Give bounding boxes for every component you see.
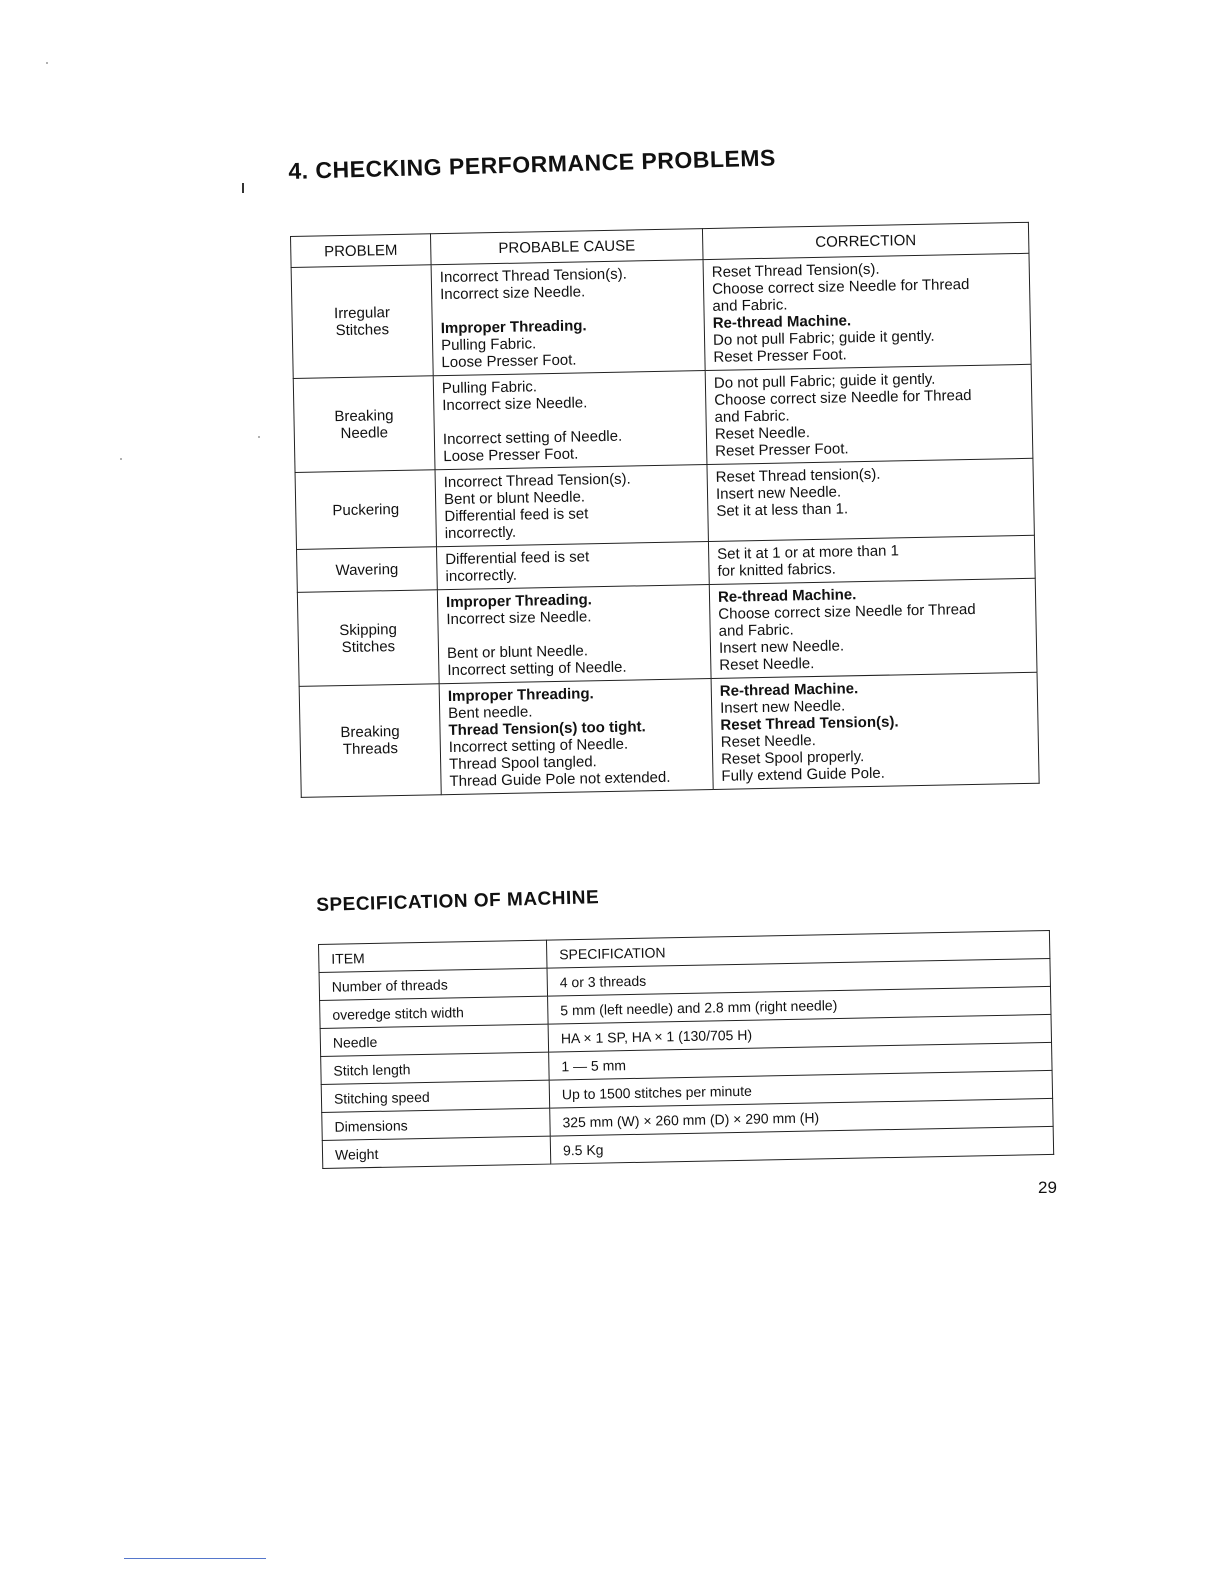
cause-cell [433,371,707,470]
problem-cell [297,590,439,687]
spec-item: Number of threads [319,968,547,1000]
correction-line: Choose correct size Needle for Thread [718,600,976,623]
correction-line: Do not pull Fabric; guide it gently. [713,370,936,392]
correction-line: Fully extend Guide Pole. [721,764,886,785]
margin-mark [242,183,244,193]
scan-speck [120,458,122,460]
cause-line: Incorrect setting of Needle. [448,735,629,757]
correction-line: Reset Thread Tension(s). [711,260,880,281]
cause-cell [439,678,713,794]
spec-rows [319,958,1054,1168]
spec-value: 9.5 Kg [550,1126,1053,1164]
spec-value: 1 — 5 mm [549,1042,1052,1080]
cause-line: Incorrect size Needle. [446,608,592,629]
problem-label: Wavering [335,560,399,579]
spec-value: Up to 1500 stitches per minute [549,1070,1052,1108]
correction-cell [709,578,1037,678]
correction-line: Reset Presser Foot. [713,346,847,366]
correction-line: Choose correct size Needle for Thread [714,386,972,409]
spec-title: SPECIFICATION OF MACHINE [316,887,600,916]
problem-label: Skipping [339,620,397,639]
cause-line: Bent or blunt Needle. [443,488,586,509]
header-item: ITEM [319,940,547,972]
problem-label: Stitches [335,321,390,340]
correction-cell [707,458,1034,541]
cause-line: Pulling Fabric. [440,335,537,355]
correction-cell [705,364,1033,464]
cause-line: Thread Guide Pole not extended. [449,768,671,791]
correction-line: Reset Thread tension(s). [715,465,881,486]
correction-line: Reset Needle. [719,655,815,674]
problem-label: Needle [340,423,389,442]
spec-value: 325 mm (W) × 260 mm (D) × 290 mm (H) [550,1098,1053,1136]
header-probable-cause: PROBABLE CAUSE [430,229,703,265]
correction-line: Choose correct size Needle for Thread [711,275,970,298]
problem-cell [293,376,435,473]
problem-cell [295,470,436,550]
specification-table [318,930,1054,1169]
correction-line: and Fabric. [712,296,788,315]
problem-label: Threads [342,740,399,759]
correction-line: Reset Needle. [714,424,811,443]
correction-line: Re-thread Machine. [712,312,852,332]
spec-item: Needle [320,1024,548,1056]
cause-line: Bent needle. [448,703,533,723]
correction-cell [711,672,1039,789]
correction-line: Reset Thread Tension(s). [720,713,899,734]
page-number: 29 [1038,1178,1057,1197]
correction-line: Set it at less than 1. [716,500,849,520]
table-row [291,253,1031,378]
cause-line: Bent or blunt Needle. [446,642,589,663]
spec-value: 4 or 3 threads [547,958,1050,996]
header-correction: CORRECTION [702,222,1029,259]
problem-label: Stitches [341,637,396,656]
cause-line: incorrectly. [444,523,517,543]
problem-cell [299,684,441,798]
correction-line: Do not pull Fabric; guide it gently. [712,327,935,349]
cause-cell [436,542,709,590]
correction-cell [708,535,1035,584]
cause-line: Improper Threading. [445,591,593,612]
troubleshooting-table-wrap [290,222,1040,798]
correction-line: Re-thread Machine. [719,680,859,700]
spec-item: Stitch length [321,1052,549,1084]
spec-item: Weight [322,1136,550,1168]
table-row [295,458,1034,549]
spec-item: overedge stitch width [320,996,548,1028]
page-title: 4. CHECKING PERFORMANCE PROBLEMS [288,144,777,184]
cause-line: Incorrect Thread Tension(s). [439,265,627,287]
header-problem: PROBLEM [291,234,432,268]
cause-line: Differential feed is set [444,505,589,526]
scan-speck [46,62,48,64]
correction-line: and Fabric. [718,621,794,640]
correction-line: for knitted fabrics. [717,560,837,580]
problem-label: Breaking [340,722,400,742]
problem-label: Puckering [332,500,400,519]
cause-line: Incorrect size Needle. [439,283,586,304]
troubleshooting-rows [291,253,1039,797]
spec-value: 5 mm (left needle) and 2.8 mm (right needle) [548,986,1051,1024]
correction-cell [703,253,1031,370]
correction-line: Insert new Needle. [719,697,846,717]
problem-label: Breaking [334,406,394,425]
troubleshooting-table [290,222,1040,798]
correction-line: Reset Needle. [720,731,817,751]
cause-line: Incorrect setting of Needle. [447,658,627,680]
correction-line: Reset Presser Foot. [715,440,849,460]
spec-value: HA × 1 SP, HA × 1 (130/705 H) [548,1014,1051,1052]
cause-line: Improper Threading. [447,685,594,706]
cause-line: Incorrect setting of Needle. [442,427,623,449]
correction-line: Set it at 1 or at more than 1 [717,542,900,563]
cause-line: incorrectly. [445,566,518,586]
spec-item: Stitching speed [321,1080,549,1112]
table-row [297,578,1037,686]
cause-line: Thread Tension(s) too tight. [448,718,646,740]
scan-speck [258,436,260,438]
cause-line: Differential feed is set [445,548,590,569]
footer-rule [124,1558,266,1559]
correction-line: Insert new Needle. [715,483,842,503]
cause-line: Incorrect size Needle. [442,394,588,415]
spec-table-wrap [318,930,1054,1169]
table-row [293,364,1033,472]
cause-line: Loose Presser Foot. [441,351,577,372]
cause-line: Pulling Fabric. [441,378,538,398]
spec-item: Dimensions [322,1108,550,1140]
correction-line: Re-thread Machine. [717,586,857,606]
correction-line: Reset Spool properly. [720,748,865,768]
table-row [299,672,1039,797]
header-specification: SPECIFICATION [546,930,1049,968]
cause-cell [431,260,705,376]
correction-line: and Fabric. [714,407,790,426]
cause-cell [437,585,711,684]
problem-cell [297,547,438,593]
cause-line: Loose Presser Foot. [443,445,579,466]
cause-line: Incorrect Thread Tension(s). [443,470,631,492]
cause-line: Improper Threading. [440,317,587,338]
cause-line: Thread Spool tangled. [449,753,597,774]
problem-label: Irregular [333,304,391,323]
cause-cell [435,465,708,547]
problem-cell [291,265,433,379]
correction-line: Insert new Needle. [718,637,845,657]
